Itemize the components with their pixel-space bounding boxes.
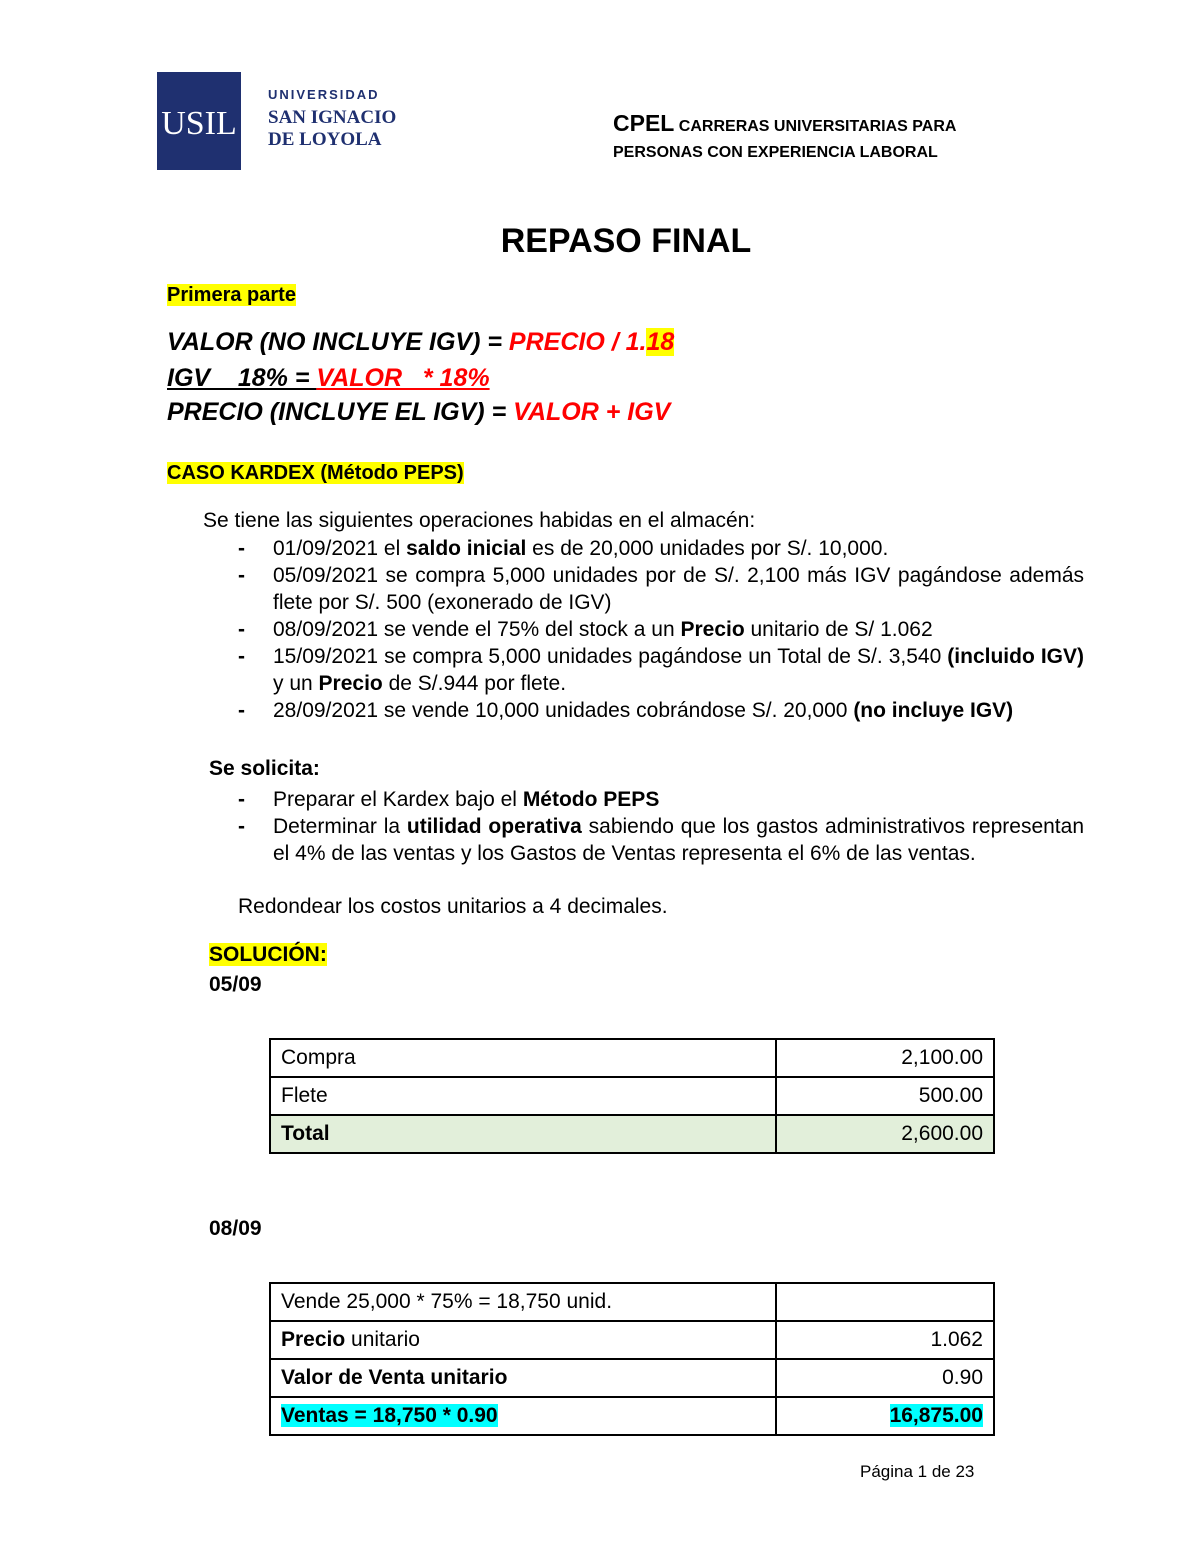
formula-igv: IGV 18% = VALOR * 18% — [167, 364, 490, 392]
list-item: - 28/09/2021 se vende 10,000 unidades cobrándose S/. 20,000 (no incluye IGV) — [238, 699, 1014, 722]
logo-mark-icon — [157, 72, 241, 170]
table-cell: 16,875.00 — [776, 1397, 994, 1435]
table-row-total — [270, 1115, 994, 1153]
list-item: - 15/09/2021 se compra 5,000 unidades pagándose un Total de S/. 3,540 (incluido IGV) y un Precio de S/.944 por flete. — [238, 645, 1084, 695]
operations-list — [238, 535, 1084, 724]
table-cell: Ventas = 18,750 * 0.90 — [270, 1397, 776, 1435]
table-cell: 500.00 — [776, 1077, 994, 1115]
table-cell: Precio unitario — [270, 1321, 776, 1359]
table-cell — [776, 1283, 994, 1321]
list-item: - Determinar la utilidad operativa sabiendo que los gastos administrativos representan el 4% de las ventas y los Gastos de Ventas representa el 6% de las ventas. — [238, 815, 1084, 865]
solution-label: SOLUCIÓN: — [209, 943, 327, 966]
table-row — [270, 1283, 994, 1321]
cpel-line-2: PERSONAS CON EXPERIENCIA LABORAL — [613, 144, 938, 161]
page-footer: Página 1 de 23 — [860, 1462, 975, 1481]
list-item: - 05/09/2021 se compra 5,000 unidades por de S/. 2,100 más IGV pagándose además flete por S/. 500 (exonerado de IGV) — [238, 564, 1084, 614]
table-row — [270, 1397, 994, 1435]
university-line-2: DE LOYOLA — [268, 129, 382, 150]
intro-text: Se tiene las siguientes operaciones habidas en el almacén: — [203, 509, 756, 532]
list-item: - 08/09/2021 se vende el 75% del stock a un Precio unitario de S/ 1.062 — [238, 618, 933, 641]
usil-logo — [157, 72, 241, 170]
list-item: - Preparar el Kardex bajo el Método PEPS — [238, 788, 660, 811]
university-line-1: SAN IGNACIO — [268, 107, 397, 128]
table-row — [270, 1359, 994, 1397]
table-cell: Valor de Venta unitario — [270, 1359, 776, 1397]
university-name — [268, 107, 396, 151]
cpel-header — [613, 110, 956, 166]
first-part-label: Primera parte — [167, 284, 296, 306]
table-cell: Total — [270, 1115, 776, 1153]
table-cell: 2,600.00 — [776, 1115, 994, 1153]
request-title: Se solicita: — [209, 757, 320, 780]
page-title: REPASO FINAL — [500, 222, 752, 260]
rounding-note: Redondear los costos unitarios a 4 decimales. — [238, 895, 668, 918]
table-row — [270, 1077, 994, 1115]
cpel-abbr: CPEL — [613, 110, 675, 136]
date-05-09: 05/09 — [209, 973, 262, 996]
purchase-table — [269, 1038, 995, 1154]
table-cell: Flete — [270, 1077, 776, 1115]
formula-precio: PRECIO (INCLUYE EL IGV) = VALOR + IGV — [167, 398, 671, 426]
table-cell: 0.90 — [776, 1359, 994, 1397]
table-cell: 1.062 — [776, 1321, 994, 1359]
list-item: - 01/09/2021 el saldo inicial es de 20,000 unidades por S/. 10,000. — [238, 537, 889, 560]
table-cell: Compra — [270, 1039, 776, 1077]
logo-text: USIL — [161, 105, 237, 142]
table-cell: Vende 25,000 * 75% = 18,750 unid. — [270, 1283, 776, 1321]
requests-list — [238, 786, 1084, 867]
table-row — [270, 1321, 994, 1359]
table-cell: 2,100.00 — [776, 1039, 994, 1077]
date-08-09: 08/09 — [209, 1217, 262, 1240]
case-title: CASO KARDEX (Método PEPS) — [167, 462, 464, 484]
table-row — [270, 1039, 994, 1077]
sales-table — [269, 1282, 995, 1436]
cpel-line-1: CARRERAS UNIVERSITARIAS PARA — [678, 118, 957, 135]
university-top-label: UNIVERSIDAD — [268, 87, 380, 102]
formula-valor: VALOR (NO INCLUYE IGV) = PRECIO / 1.18 — [167, 328, 675, 356]
